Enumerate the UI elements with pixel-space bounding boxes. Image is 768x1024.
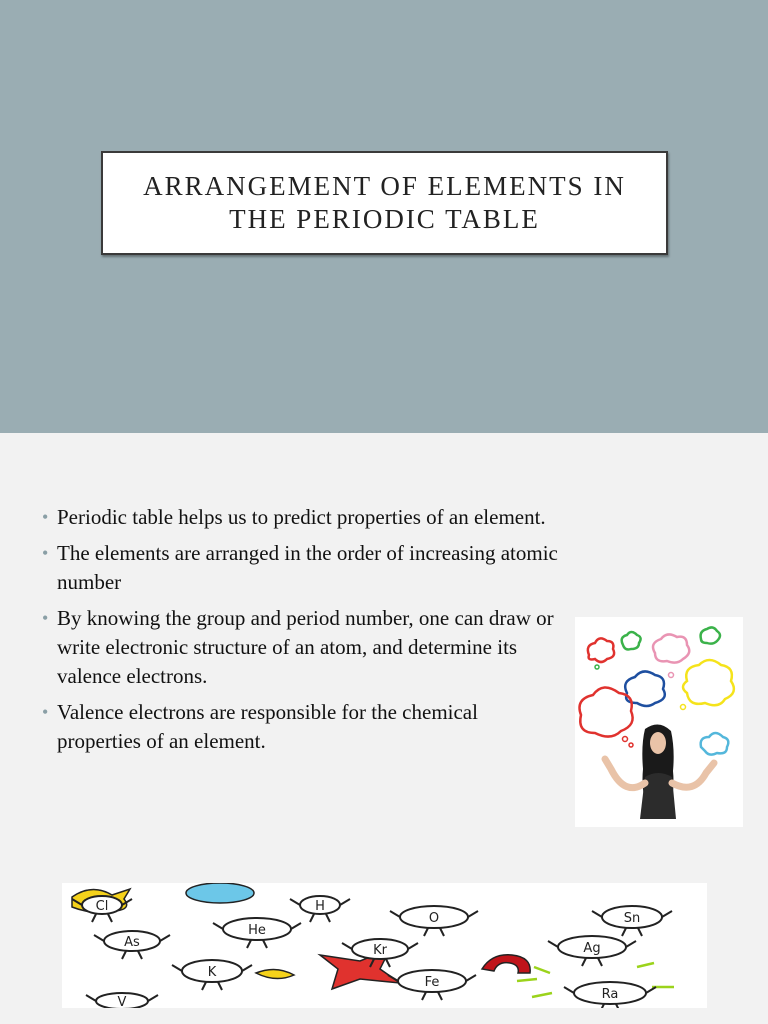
bullet-marker: •	[42, 608, 49, 628]
bullet-item	[40, 604, 560, 691]
bullet-item	[40, 503, 560, 532]
thinking-woman-image	[575, 617, 743, 827]
slide-title	[143, 170, 626, 236]
thinking-woman-illustration	[575, 617, 743, 827]
bullet-marker: •	[42, 543, 49, 563]
element-character-fe	[388, 970, 476, 1000]
element-character-as	[94, 931, 170, 959]
element-character-he	[213, 918, 301, 948]
bullet-text: Periodic table helps us to predict properties of an element.	[57, 505, 546, 529]
cloud-cyan	[701, 733, 729, 755]
element-character-sn	[592, 906, 672, 936]
bullet-text: The elements are arranged in the order of increasing atomic number	[57, 541, 558, 594]
cloud-yellow	[683, 660, 734, 705]
element-characters-illustration	[62, 883, 707, 1008]
element-character-o	[390, 906, 478, 936]
element-character-ag	[548, 936, 636, 966]
element-symbol-label: K	[207, 965, 217, 980]
element-symbol-label: Fe	[424, 975, 440, 990]
cloud-green-topright	[701, 627, 720, 643]
element-character-v	[86, 993, 158, 1008]
element-character-ra	[564, 982, 656, 1008]
element-symbol-label: Cl	[95, 899, 109, 914]
bullet-item	[40, 539, 560, 597]
woman-left-arm	[605, 759, 645, 788]
element-symbol-label: V	[117, 995, 127, 1008]
slide-title-line-1: ARRANGEMENT OF ELEMENTS IN	[143, 171, 626, 201]
cloud-green-small	[622, 632, 641, 650]
element-characters-image	[62, 883, 707, 1008]
bullet-marker: •	[42, 507, 49, 527]
cloud-red-small	[588, 638, 614, 662]
bullet-item	[40, 698, 560, 756]
magnet	[482, 955, 530, 973]
element-character-k	[172, 960, 252, 990]
element-symbol-label: Kr	[373, 943, 387, 958]
bullet-text: By knowing the group and period number, one can draw or write electronic structure of an atom, and determine its valence electrons.	[57, 606, 554, 688]
woman-right-arm	[672, 763, 714, 787]
blue-balloon	[186, 883, 254, 903]
element-symbol-label: Ra	[601, 987, 619, 1002]
element-symbol-label: Sn	[623, 911, 641, 926]
yellow-banana-character	[256, 969, 294, 978]
element-symbol-label: As	[124, 935, 140, 950]
cloud-red-large	[580, 687, 633, 736]
bullet-marker: •	[42, 702, 49, 722]
element-symbol-label: H	[315, 899, 325, 914]
cloud-pink	[653, 634, 689, 662]
bullet-list	[40, 503, 560, 763]
bullet-text: Valence electrons are responsible for the chemical properties of an element.	[57, 700, 478, 753]
element-symbol-label: Ag	[583, 941, 601, 956]
element-character-h	[290, 896, 350, 922]
element-symbol-label: O	[428, 911, 440, 926]
woman-face	[650, 732, 666, 754]
title-box	[101, 151, 668, 255]
element-symbol-label: He	[248, 923, 266, 938]
slide-title-line-2: THE PERIODIC TABLE	[229, 204, 540, 234]
title-slide	[0, 0, 768, 433]
